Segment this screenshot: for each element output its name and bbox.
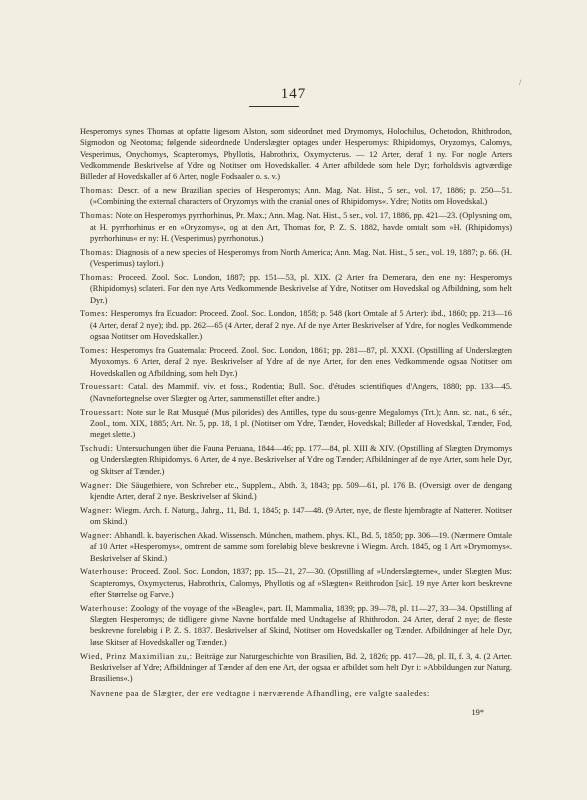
- entry-text: Proceed. Zool. Soc. London, 1837; pp. 15—21, 27—30. (Opstilling af »Underslægterne«, under Slægten Mus: Scapteromys, Oxymycterus, Habrothrix, Calomys, Phyllotis og af »Slægten« Reithrodon [sic]. 19 nye Arter kort beskrevne efter Størrelse og Farve.): [90, 567, 512, 599]
- entry-text: Descr. of a new Brazilian species of Hesperomys; Ann. Mag. Nat. Hist., 5 ser., vol. 17, 1886; p. 250—51. (»Combining the external characters of Oryzomys with the cranial ones of Rhipidomys«. Ydre; Notits om Hovedskal.): [90, 186, 512, 207]
- bibliography-entry: [80, 381, 512, 404]
- entry-text: Catal. des Mammif. viv. et foss., Rodentia; Bull. Soc. d'études scientifiques d'Angers, 1880; pp. 133—45. (Navnefortegnelse over Slægter og Arter, sammenstillet efter andre.): [90, 382, 513, 403]
- entry-author: Waterhouse:: [80, 603, 129, 613]
- entry-text: Die Säugethiere, von Schreber etc., Supplem., Abth. 3, 1843; pp. 509—61, pl. 176 B. (Oversigt over de dengang kjendte Arter, deraf 2 nye. Beskrivelser af Skind.): [90, 480, 512, 501]
- bibliography-entry: [80, 603, 512, 648]
- corner-mark: /: [519, 78, 522, 87]
- entry-author: Thomas:: [80, 211, 114, 221]
- bibliography-entry: [80, 210, 512, 244]
- entry-text: Hesperomys fra Guatemala: Proceed. Zool. Soc. London, 1861; pp. 281—87, pl. XXXI. (Opstilling af Underslægten Myoxomys. 6 Arter, deraf 2 nye. Beskrivelser af Ydre af de nye Arter, for den enes Vedkommende ogsaa Notitser om Hovedskallen og Afbildning, som helt Dyr.): [90, 345, 512, 378]
- entry-text: Diagnosis of a new species of Hesperomys from North America; Ann. Mag. Nat. Hist., 5 ser., vol. 19, 1887; p. 66. (H. (Vesperimus) taylori.): [90, 247, 512, 269]
- entry-text: Proceed. Zool. Soc. London, 1887; pp. 151—53, pl. XIX. (2 Arter fra Demerara, den ene ny: Hesperomys (Rhipidomys) sclateri. For den nye Arts Vedkommende Beskrivelse af Ydre, Notitser om Hovedskal og Afbildning, som helt Dyr.): [90, 272, 512, 305]
- entry-author: Thomas:: [80, 272, 114, 282]
- signature-mark: 19*: [471, 708, 484, 718]
- entry-text: Hesperomys synes Thomas at opfatte ligesom Alston, som sideordnet med Drymomys, Holochilus, Ochetodon, Rhithrodon, Sigmodon og Neotoma; følgende sideordnede Underslægter optages under Hesperomys: Rhipidomys, Oryzomys, Calomys, Vesperimus, Onychomys, Scapteromys, Phyllotis, Habrothrix, Oxymycterus. — 12 Arter, deraf 1 ny. For nogle Arters Vedkommende Beskrivelse af Ydre og Notitser om Hovedskaller. 4 Arter afbildede som hele Dyr; forholdsvis agtværdige Billeder af Hovedskaller af 6 Arter, nogle Fodsaaler o. s. v.): [80, 127, 512, 182]
- bibliography-entry: [80, 272, 512, 306]
- bibliography-entry: [80, 530, 512, 564]
- entry-author: Wagner:: [80, 480, 113, 490]
- entry-author: Trouessart:: [80, 407, 124, 417]
- bibliography-entry: [80, 505, 512, 528]
- entry-text: Hesperomys fra Ecuador: Proceed. Zool. Soc. London, 1858; p. 548 (kort Omtale af 5 Arter): ibd., 1860; pp. 213—16 (4 Arter, deraf 2 nye); ibd. pp. 262—65 (4 Arter, deraf 2 nye. Af de nye Arter Beskrivelser af Ydre, for nogles Vedkommende ogsaa Notitser om Hovedskaller.): [90, 309, 512, 342]
- bibliography-list: [80, 126, 512, 719]
- entry-author: Trouessart:: [80, 382, 124, 392]
- entry-author: Wagner:: [80, 505, 113, 515]
- entry-text: Wiegm. Arch. f. Naturg., Jahrg., 11, Bd. 1, 1845; p. 147—48. (9 Arter, nye, de fleste hjembragte af Natterer. Notitser om Skind.): [90, 505, 512, 527]
- entry-author: Waterhouse:: [80, 567, 129, 577]
- entry-text: Note sur le Rat Musqué (Mus pilorides) des Antilles, type du sous-genre Megalomys (Trt.); Ann. sc. nat., 6 sér., Zool., tom. XIX, 1885; Art. Nr. 5, pp. 18, 1 pl. (Notitser om Ydre, Tænder, Hovedskal; Billeder af Hovedskal, Tænder, Fod, meget slette.): [90, 407, 513, 440]
- entry-author: Thomas:: [80, 247, 114, 257]
- entry-author: Tomes:: [80, 345, 109, 355]
- header-rule: [249, 106, 299, 107]
- entry-author: Thomas:: [80, 186, 114, 196]
- entry-author: Tomes:: [80, 309, 109, 319]
- bibliography-entry: [80, 566, 512, 600]
- entry-text: Beiträge zur Naturgeschichte von Brasilien, Bd. 2, 1826; pp. 417—28, pl. II, f. 3, 4. (2 Arter. Beskrivelser af Ydre; Afbildninger af Tænder af den ene Art, der ogsaa er afbildet som helt Dyr i: »Abbildungen zur Naturg. Brasiliens«.): [90, 651, 512, 684]
- bibliography-entry: [80, 308, 512, 342]
- entry-author: Tschudi:: [80, 444, 114, 454]
- entry-text: Abhandl. k. bayerischen Akad. Wissensch. München, mathem. phys. Kl., Bd. 5, 1850; pp. 306—19. (Nærmere Omtale af 10 Arter »Hesperomys«, omtrent de samme som foreløbig bleve beskrevne i Wiegm. Arch. 1845, og 1 Art »Drymomys«. Beskrivelser af Skind.): [90, 530, 512, 563]
- bibliography-entry: [80, 126, 512, 182]
- bibliography-entry: [80, 651, 512, 685]
- page-number: 147: [280, 86, 307, 102]
- entry-text: Untersuchungen über die Fauna Peruana, 1844—46; pp. 177—84, pl. XIII & XIV. (Opstilling af Slægten Drymomys og Underslægten Rhipidomys. 6 Arter, de 4 nye. Beskrivelser af Ydre og Tænder; Afbildninger af de nye Arter, som hele Dyr, og Skitser af Tænder.): [90, 444, 513, 476]
- bibliography-entry: [80, 407, 512, 441]
- bibliography-entry: [80, 480, 512, 503]
- bibliography-entry: [80, 185, 512, 208]
- entry-text: Note on Hesperomys pyrrhorhinus, Pr. Max.; Ann. Mag. Nat. Hist., 5 ser., vol. 17, 1886, pp. 421—23. (Oplysning om, at H. pyrrhorhinus er en »Oryzomys«, og at den Art, Thomas for, P. Z. S. 1882, havde omtalt som »H. (Rhipidomys) pyrrhorhinus« er ny: H. (Vesperimus) pyrrhonotus.): [90, 211, 513, 243]
- bibliography-entry: [80, 443, 512, 477]
- entry-text: Zoology of the voyage of the »Beagle«, part. II, Mammalia, 1839; pp. 39—78, pl. 11—27, 33—34. Opstilling af Slægten Hesperomys; de tidligere givne Navne bortfalde med Undtagelse af Rhithrodon. 24 Arter, deraf 2 nye; de fleste beskrevne foreløbig i P. Z. S. 1837. Beskrivelser af Skind, Notitser om Hovedskaller og Tænder. Afbildninger af hele Dyr, løse Skitser af Hovedskaller og Tænder.): [90, 603, 513, 647]
- bibliography-entry: [80, 247, 512, 270]
- bibliography-entry: [80, 345, 512, 379]
- entry-author: Wagner:: [80, 530, 113, 540]
- entry-author: Wied, Prinz Maximilian zu,:: [80, 651, 193, 661]
- closing-line: Navnene paa de Slægter, der ere vedtagne i nærværende Afhandling, ere valgte saaledes:: [90, 688, 430, 698]
